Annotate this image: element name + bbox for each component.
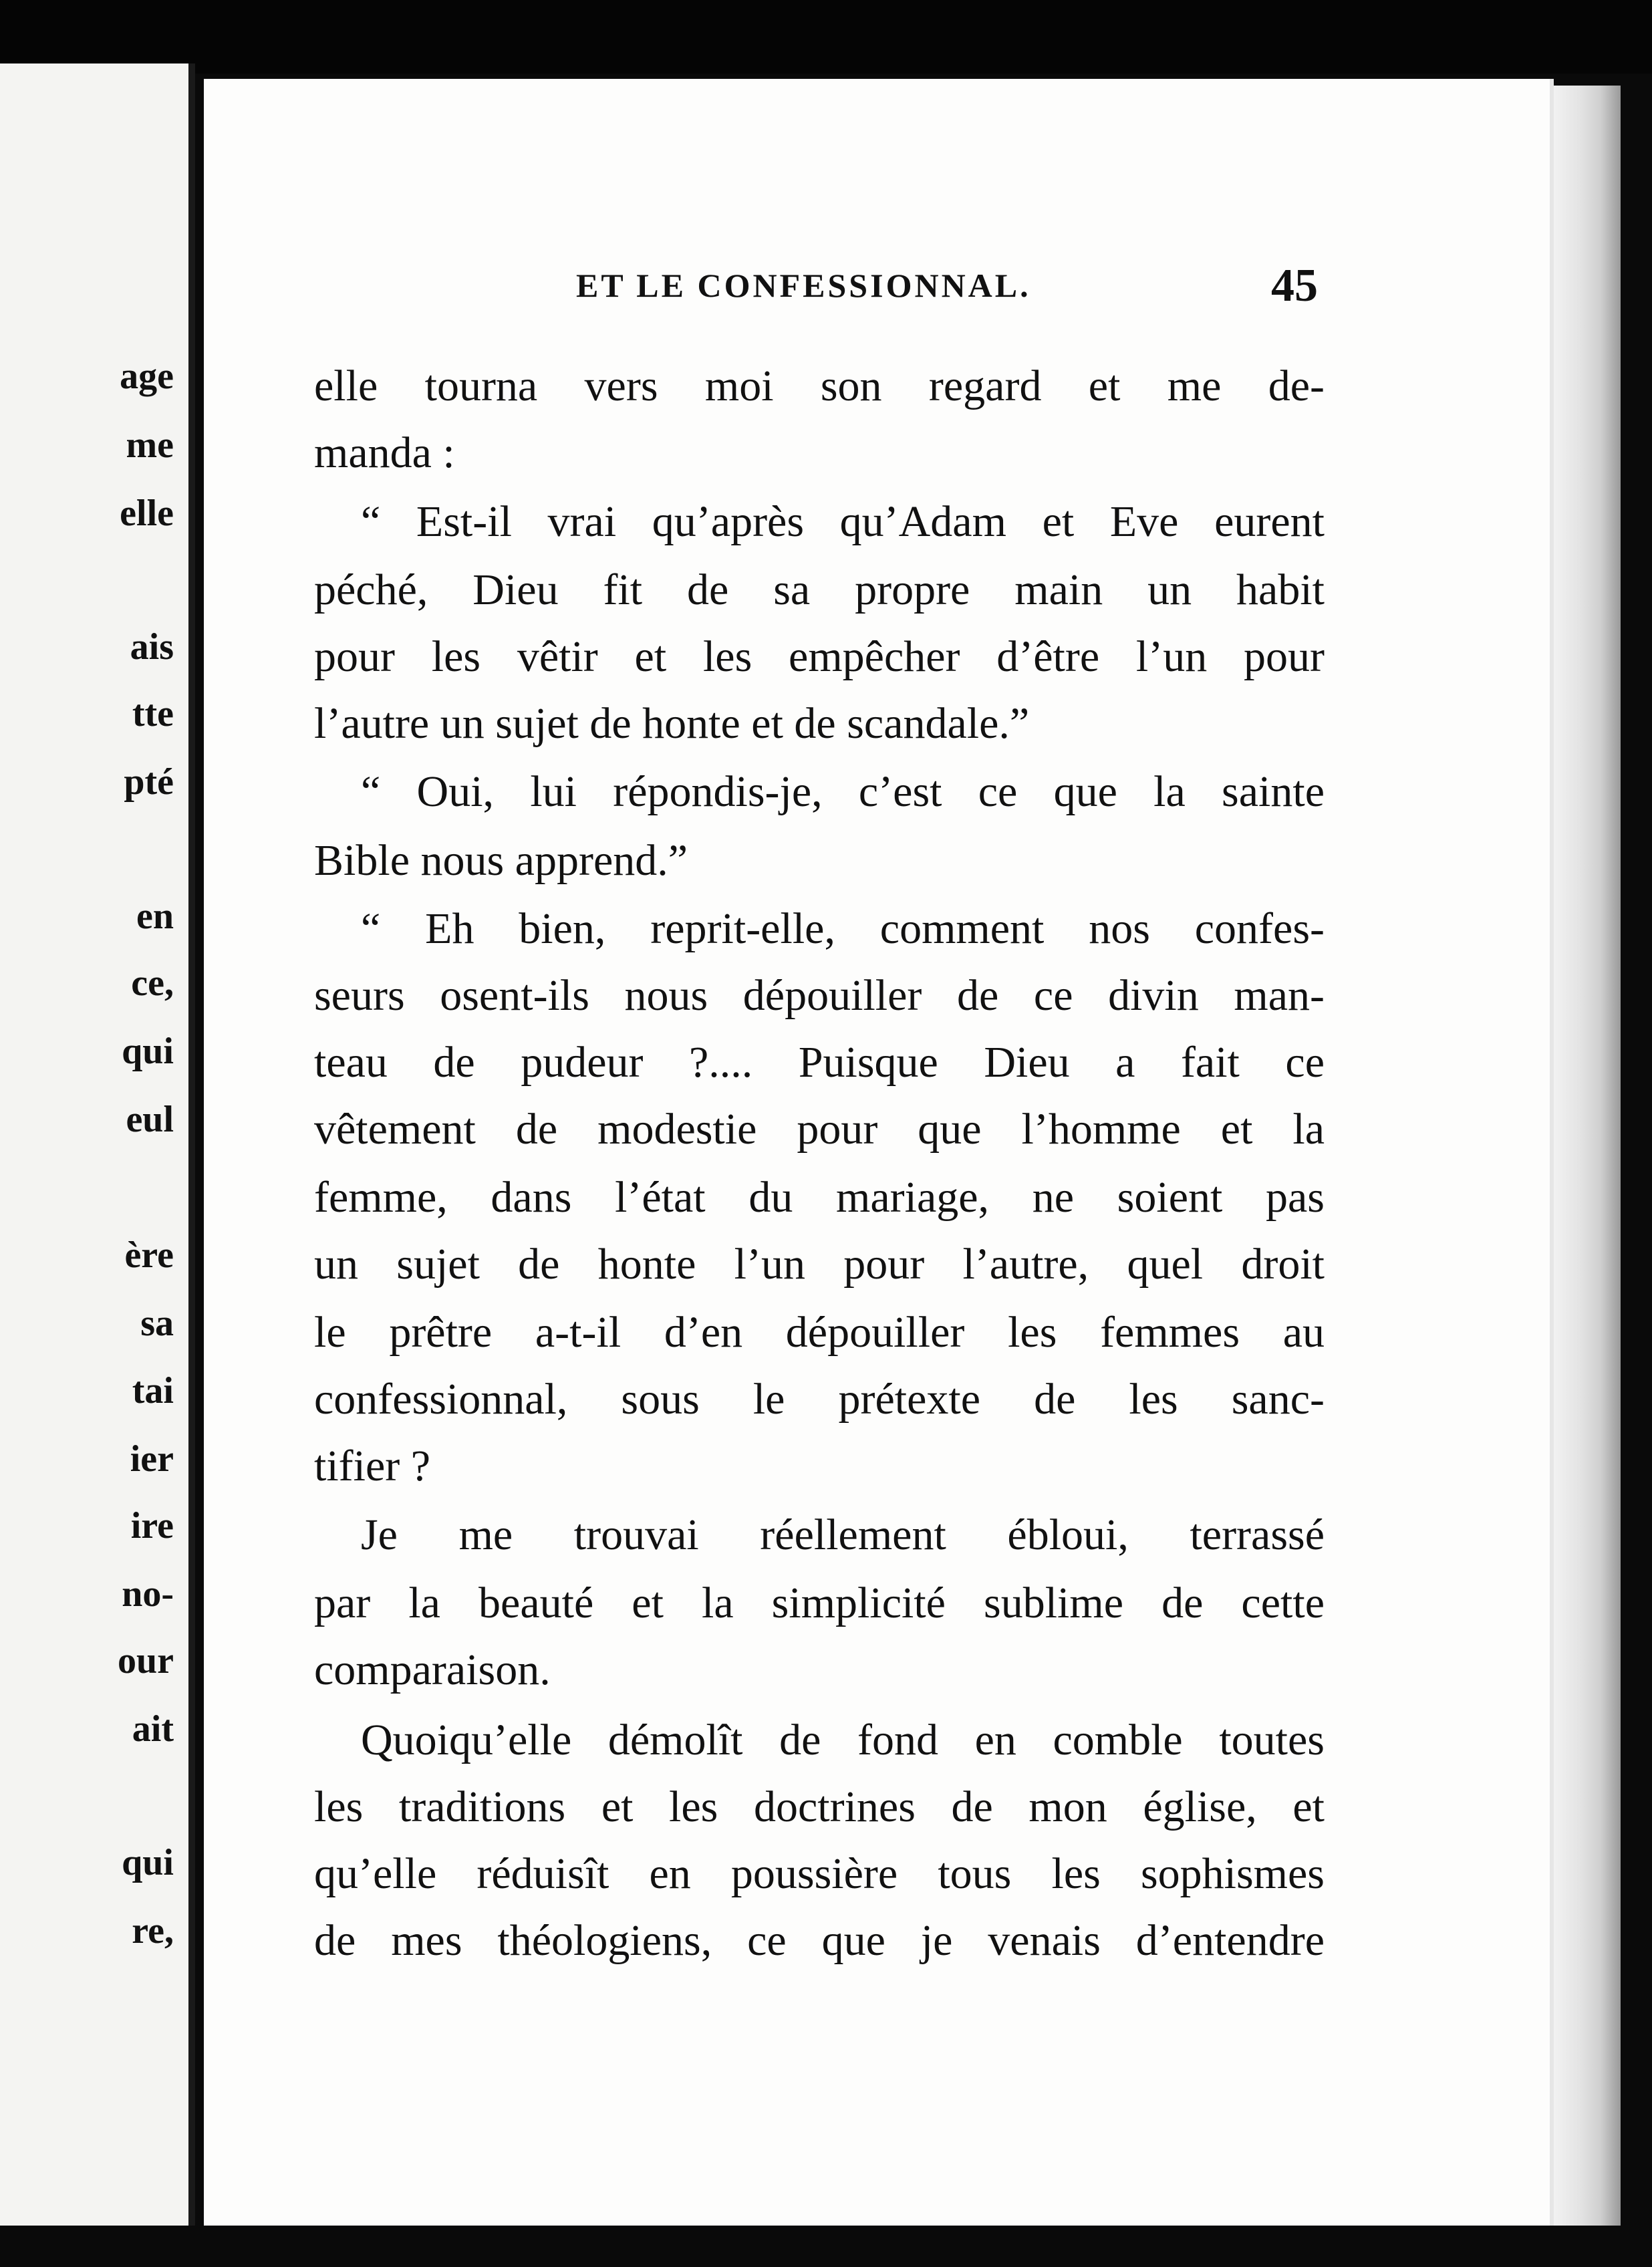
facing-page-fragment: me [126, 424, 174, 466]
text-line: “ Est-il vrai qu’après qu’Adam et Eve eurent [361, 497, 1325, 546]
text-line: Bible nous apprend.” [314, 836, 688, 885]
facing-page-fragment: ais [130, 626, 174, 668]
running-head: ET LE CONFESSIONNAL. [576, 267, 1031, 304]
page-number: 45 [1271, 260, 1318, 311]
text-line: pour les vêtir et les empêcher d’être l’un pour [314, 632, 1325, 681]
facing-page-fragment: pté [124, 761, 174, 803]
text-line: un sujet de honte l’un pour l’autre, quel droit [314, 1240, 1325, 1289]
facing-page-fragment: sa [140, 1303, 174, 1344]
text-line: les traditions et les doctrines de mon église, et [314, 1782, 1325, 1831]
facing-page [0, 63, 195, 2249]
text-line: femme, dans l’état du mariage, ne soient pas [314, 1173, 1325, 1222]
text-line: comparaison. [314, 1645, 551, 1694]
facing-page-fragment: tte [132, 693, 174, 735]
facing-page-fragment: eul [126, 1099, 174, 1140]
facing-page-fragment: tai [132, 1370, 174, 1412]
page-edge-shadow [1554, 86, 1621, 2226]
text-line: confessionnal, sous le prétexte de les sanc- [314, 1375, 1325, 1424]
text-line: péché, Dieu fit de sa propre main un habit [314, 565, 1325, 614]
text-line: manda : [314, 428, 455, 477]
text-line: “ Oui, lui répondis-je, c’est ce que la sainte [361, 767, 1325, 816]
scan-bottom-border [0, 2226, 1652, 2267]
facing-page-fragment: our [118, 1640, 174, 1682]
text-line: le prêtre a-t-il d’en dépouiller les femmes au [314, 1308, 1325, 1357]
text-line: qu’elle réduisît en poussière tous les sophismes [314, 1849, 1325, 1898]
facing-page-fragment: ier [130, 1438, 174, 1480]
facing-page-fragment: en [136, 896, 174, 937]
facing-page-fragment: ce, [131, 962, 174, 1004]
facing-page-fragment: ère [124, 1234, 174, 1276]
facing-page-fragment: ait [132, 1708, 174, 1750]
text-line: “ Eh bien, reprit-elle, comment nos confes- [361, 904, 1325, 953]
text-line: par la beauté et la simplicité sublime de cette [314, 1579, 1325, 1627]
text-line: tifier ? [314, 1442, 431, 1490]
scan-top-border [0, 0, 1652, 74]
facing-page-fragment: no- [122, 1573, 174, 1615]
text-line: de mes théologiens, ce que je venais d’entendre [314, 1916, 1325, 1965]
text-line: teau de pudeur ?.... Puisque Dieu a fait ce [314, 1038, 1325, 1087]
text-line: l’autre un sujet de honte et de scandale.” [314, 699, 1030, 748]
text-line: seurs osent-ils nous dépouiller de ce divin man- [314, 971, 1325, 1020]
facing-page-fragment: ire [130, 1505, 174, 1547]
text-line: elle tourna vers moi son regard et me de- [314, 362, 1325, 410]
facing-page-fragment: age [120, 356, 174, 397]
text-line: Je me trouvai réellement ébloui, terrassé [361, 1510, 1325, 1559]
text-line: Quoiqu’elle démolît de fond en comble toutes [361, 1716, 1325, 1764]
facing-page-fragment: elle [120, 493, 174, 534]
text-line: vêtement de modestie pour que l’homme et la [314, 1105, 1325, 1154]
facing-page-fragment: qui [122, 1842, 174, 1883]
facing-page-fragment: re, [132, 1910, 174, 1952]
facing-page-fragment: qui [122, 1031, 174, 1072]
